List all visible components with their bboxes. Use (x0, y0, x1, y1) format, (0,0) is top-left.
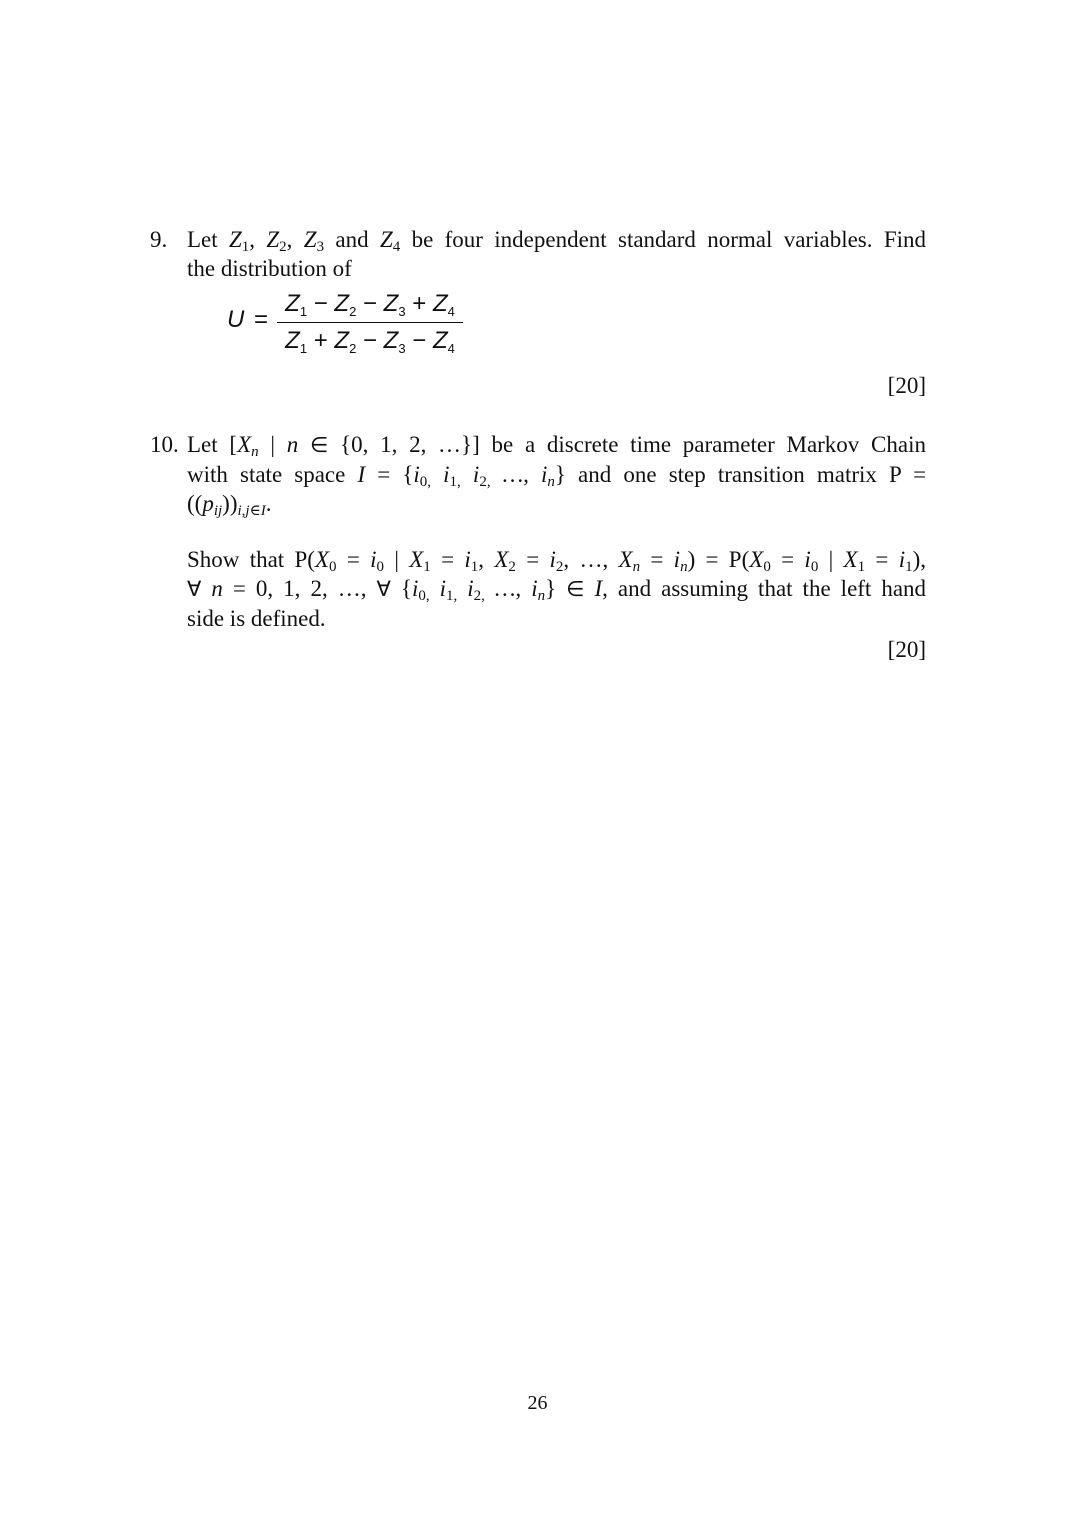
question-9-line-2: the distribution of (187, 256, 352, 281)
question-9-marks: [20] (887, 373, 926, 398)
q10-p1-line-2: with state space $I = \{i_{0,}$ $i_{1,}$ $i_{2,}$ …, $i_n$} and one step transition matrix P = (187, 462, 927, 490)
formula-lhs: U (227, 306, 245, 333)
question-10-paragraph-2 (187, 545, 926, 633)
question-10-paragraph-1 (187, 430, 926, 518)
page-number: 26 (527, 1392, 548, 1414)
q10-p2-line-1: Show that $P(X_0 = i_0$ | $X_1 = i_1$, $X_2 = i_2$, …, $X_n = i_n) = P(X_0 = i_0$ | $X_1 = i_1$), (187, 547, 926, 575)
q10-p1-line-1: Let [$X_n$ | n ∈ {0, 1, 2, …}] be a discrete time parameter Markov Chain (187, 432, 926, 460)
formula-numerator: $Z_1 - Z_2 - Z_3 + Z_4$ (285, 290, 455, 319)
q10-p1-line-3: $((p_{ij}))_{i,j\in I}$. (187, 491, 272, 519)
formula-equals: = (254, 306, 269, 333)
question-9-line-1: Let $Z_1$, $Z_2$, $Z_3$ and $Z_4$ be four independent standard normal variables. Find (187, 227, 927, 255)
q10-p2-line-2: ∀ n = 0, 1, 2, …, ∀ {$i_{0,}$ $i_{1,}$ $i_{2,}$ …, $i_n$} ∈ I, and assuming that the left hand (187, 576, 927, 604)
question-10-body (187, 430, 926, 633)
formula-fraction (277, 287, 463, 358)
q10-p2-line-3: side is defined. (187, 606, 326, 631)
question-10-marks: [20] (887, 637, 926, 662)
question-10-number: 10. (150, 432, 179, 457)
question-9-body (187, 225, 926, 283)
fraction-bar (277, 322, 463, 323)
question-9-number: 9. (150, 227, 168, 252)
formula-denominator: $Z_1 + Z_2 - Z_3 - Z_4$ (285, 327, 455, 357)
